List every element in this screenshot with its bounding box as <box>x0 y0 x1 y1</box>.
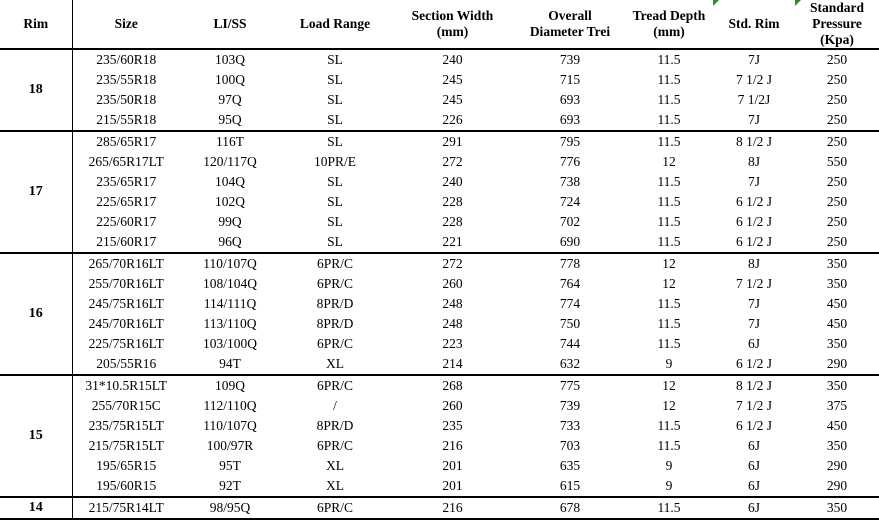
standard-pressure-cell: 450 <box>826 296 848 311</box>
li-ss-cell: 108/104Q <box>203 276 257 291</box>
section-width-cell: 201 <box>442 478 463 493</box>
section-width-cell: 216 <box>390 497 515 519</box>
standard-pressure-cell: 350 <box>795 375 879 396</box>
header-li-ss: LI/SS <box>180 0 280 49</box>
section-width-cell: 291 <box>390 131 515 152</box>
std-rim-cell: 7J <box>747 174 760 189</box>
tread-depth-cell: 11.5 <box>657 296 681 311</box>
section-width-cell: 260 <box>442 398 463 413</box>
header-std-rim: Std. Rim <box>713 0 795 49</box>
table-row <box>0 131 879 152</box>
li-ss-cell: 109Q <box>180 375 280 396</box>
size-cell: 195/60R15 <box>96 478 157 493</box>
section-width-cell: 221 <box>442 234 463 249</box>
li-ss-cell: 100/97R <box>206 438 254 453</box>
size-cell: 205/55R16 <box>96 356 157 371</box>
comment-marker-icon <box>795 0 801 6</box>
standard-pressure-cell: 350 <box>795 253 879 274</box>
size-cell: 235/50R18 <box>96 92 157 107</box>
load-range-cell: SL <box>327 234 343 249</box>
load-range-cell: 8PR/D <box>316 418 354 433</box>
std-rim-cell: 7 1/2J <box>737 92 771 107</box>
table-row <box>0 476 879 497</box>
tread-depth-cell: 11.5 <box>625 131 713 152</box>
li-ss-cell: 104Q <box>215 174 245 189</box>
tread-depth-cell: 11.5 <box>657 234 681 249</box>
load-range-cell: 8PR/D <box>316 296 354 311</box>
tread-depth-cell: 11.5 <box>625 49 713 70</box>
overall-diameter-cell: 724 <box>559 194 581 209</box>
table-row <box>0 416 879 436</box>
overall-diameter-cell: 678 <box>515 497 625 519</box>
tread-depth-cell: 11.5 <box>657 174 681 189</box>
overall-diameter-cell: 795 <box>515 131 625 152</box>
comment-marker-icon <box>713 0 719 6</box>
overall-diameter-cell: 615 <box>559 478 581 493</box>
li-ss-cell: 98/95Q <box>180 497 280 519</box>
overall-diameter-cell: 778 <box>515 253 625 274</box>
header-tread-depth: Tread Depth (mm) <box>625 0 713 49</box>
tread-depth-cell: 11.5 <box>657 92 681 107</box>
tread-depth-cell: 9 <box>665 478 673 493</box>
std-rim-cell: 8J <box>747 154 760 169</box>
load-range-cell: XL <box>326 458 344 473</box>
load-range-cell: 8PR/D <box>316 316 354 331</box>
li-ss-cell: 113/110Q <box>203 316 257 331</box>
standard-pressure-cell: 450 <box>826 418 848 433</box>
load-range-cell: XL <box>326 478 344 493</box>
standard-pressure-cell: 290 <box>826 458 848 473</box>
standard-pressure-cell: 250 <box>826 194 848 209</box>
rim-cell: 18 <box>0 49 72 131</box>
std-rim-cell: 6J <box>713 497 795 519</box>
li-ss-cell: 102Q <box>215 194 245 209</box>
li-ss-cell: 110/107Q <box>203 418 257 433</box>
li-ss-cell: 116T <box>180 131 280 152</box>
section-width-cell: 240 <box>442 174 463 189</box>
standard-pressure-cell: 250 <box>826 92 848 107</box>
tread-depth-cell: 11.5 <box>657 316 681 331</box>
std-rim-cell: 6J <box>747 478 760 493</box>
load-range-cell: / <box>333 398 337 413</box>
overall-diameter-cell: 690 <box>559 234 581 249</box>
section-width-cell: 216 <box>442 438 463 453</box>
size-cell: 225/75R16LT <box>88 336 164 351</box>
table-row <box>0 90 879 110</box>
overall-diameter-cell: 693 <box>559 112 581 127</box>
standard-pressure-cell: 375 <box>826 398 848 413</box>
std-rim-cell: 7J <box>747 112 760 127</box>
li-ss-cell: 92T <box>219 478 241 493</box>
load-range-cell: SL <box>327 72 343 87</box>
section-width-cell: 214 <box>442 356 463 371</box>
load-range-cell: 6PR/C <box>316 438 354 453</box>
header-standard-pressure: Standard Pressure (Kpa) <box>795 0 879 49</box>
size-cell: 225/65R17 <box>96 194 157 209</box>
std-rim-cell: 6 1/2 J <box>735 234 772 249</box>
table-row <box>0 456 879 476</box>
std-rim-cell: 6J <box>747 458 760 473</box>
size-cell: 215/60R17 <box>96 234 157 249</box>
tread-depth-cell: 11.5 <box>657 112 681 127</box>
std-rim-cell: 6 1/2 J <box>735 194 772 209</box>
section-width-cell: 272 <box>442 154 463 169</box>
li-ss-cell: 94T <box>219 356 241 371</box>
table-row <box>0 152 879 172</box>
std-rim-cell: 7J <box>747 296 760 311</box>
standard-pressure-cell: 350 <box>826 276 848 291</box>
load-range-cell: 6PR/C <box>316 336 354 351</box>
overall-diameter-cell: 703 <box>559 438 581 453</box>
size-cell: 255/70R16LT <box>88 276 164 291</box>
standard-pressure-cell: 250 <box>826 174 848 189</box>
table-row <box>0 110 879 131</box>
tread-depth-cell: 11.5 <box>657 194 681 209</box>
std-rim-cell: 8 1/2 J <box>713 131 795 152</box>
table-body <box>0 49 879 519</box>
size-cell: 285/65R17 <box>72 131 180 152</box>
section-width-cell: 228 <box>442 194 463 209</box>
load-range-cell: SL <box>327 174 343 189</box>
overall-diameter-cell: 744 <box>559 336 581 351</box>
std-rim-cell: 7J <box>713 49 795 70</box>
tread-depth-cell: 9 <box>665 458 673 473</box>
table-row <box>0 436 879 456</box>
load-range-cell: 6PR/C <box>316 276 354 291</box>
std-rim-cell: 6J <box>747 336 760 351</box>
standard-pressure-cell: 290 <box>826 356 848 371</box>
size-cell: 245/70R16LT <box>88 316 164 331</box>
size-cell: 235/60R18 <box>72 49 180 70</box>
table-row <box>0 375 879 396</box>
standard-pressure-cell: 250 <box>795 49 879 70</box>
li-ss-cell: 120/117Q <box>203 154 257 169</box>
overall-diameter-cell: 632 <box>559 356 581 371</box>
overall-diameter-cell: 715 <box>559 72 581 87</box>
overall-diameter-cell: 776 <box>559 154 581 169</box>
tread-depth-cell: 12 <box>625 253 713 274</box>
table-header <box>0 0 879 49</box>
li-ss-cell: 95T <box>219 458 241 473</box>
li-ss-cell: 99Q <box>218 214 242 229</box>
load-range-cell: SL <box>327 112 343 127</box>
size-cell: 215/75R14LT <box>72 497 180 519</box>
tread-depth-cell: 11.5 <box>657 418 681 433</box>
std-rim-cell: 7J <box>747 316 760 331</box>
section-width-cell: 248 <box>442 296 463 311</box>
load-range-cell: 6PR/C <box>280 497 390 519</box>
rim-cell: 16 <box>0 253 72 375</box>
size-cell: 235/55R18 <box>96 72 157 87</box>
tread-depth-cell: 12 <box>625 375 713 396</box>
std-rim-cell: 7 1/2 J <box>735 398 772 413</box>
header-size: Size <box>72 0 180 49</box>
size-cell: 235/65R17 <box>96 174 157 189</box>
standard-pressure-cell: 350 <box>826 438 848 453</box>
standard-pressure-cell: 450 <box>826 316 848 331</box>
size-cell: 235/75R15LT <box>88 418 164 433</box>
load-range-cell: SL <box>327 194 343 209</box>
overall-diameter-cell: 738 <box>559 174 581 189</box>
size-cell: 255/70R15C <box>91 398 161 413</box>
table-row <box>0 396 879 416</box>
size-cell: 265/65R17LT <box>88 154 164 169</box>
standard-pressure-cell: 250 <box>826 214 848 229</box>
standard-pressure-cell: 350 <box>826 336 848 351</box>
standard-pressure-cell: 250 <box>826 72 848 87</box>
std-rim-cell: 6 1/2 J <box>735 214 772 229</box>
standard-pressure-cell: 350 <box>795 497 879 519</box>
standard-pressure-cell: 550 <box>826 154 848 169</box>
li-ss-cell: 97Q <box>218 92 242 107</box>
std-rim-cell: 7 1/2 J <box>735 72 772 87</box>
table-row <box>0 212 879 232</box>
size-cell: 31*10.5R15LT <box>72 375 180 396</box>
rim-cell: 17 <box>0 131 72 253</box>
section-width-cell: 248 <box>442 316 463 331</box>
section-width-cell: 260 <box>442 276 463 291</box>
load-range-cell: SL <box>280 131 390 152</box>
tread-depth-cell: 12 <box>662 276 676 291</box>
section-width-cell: 245 <box>442 72 463 87</box>
overall-diameter-cell: 764 <box>559 276 581 291</box>
tread-depth-cell: 11.5 <box>657 72 681 87</box>
size-cell: 225/60R17 <box>96 214 157 229</box>
std-rim-cell: 8 1/2 J <box>713 375 795 396</box>
table-row <box>0 294 879 314</box>
overall-diameter-cell: 702 <box>559 214 581 229</box>
li-ss-cell: 112/110Q <box>203 398 257 413</box>
load-range-cell: SL <box>280 49 390 70</box>
li-ss-cell: 103Q <box>180 49 280 70</box>
section-width-cell: 240 <box>390 49 515 70</box>
tread-depth-cell: 12 <box>662 398 676 413</box>
load-range-cell: 10PR/E <box>313 154 356 169</box>
load-range-cell: SL <box>327 92 343 107</box>
standard-pressure-cell: 250 <box>795 131 879 152</box>
rim-cell: 14 <box>0 497 72 519</box>
std-rim-cell: 6J <box>747 438 760 453</box>
rim-cell: 15 <box>0 375 72 497</box>
standard-pressure-cell: 290 <box>826 478 848 493</box>
li-ss-cell: 100Q <box>215 72 245 87</box>
header-rim: Rim <box>0 0 72 49</box>
tread-depth-cell: 11.5 <box>657 214 681 229</box>
table-row <box>0 354 879 375</box>
table-row <box>0 70 879 90</box>
overall-diameter-cell: 739 <box>515 49 625 70</box>
table-row <box>0 192 879 212</box>
tread-depth-cell: 12 <box>662 154 676 169</box>
overall-diameter-cell: 733 <box>559 418 581 433</box>
overall-diameter-cell: 774 <box>559 296 581 311</box>
section-width-cell: 201 <box>442 458 463 473</box>
load-range-cell: SL <box>327 214 343 229</box>
load-range-cell: 6PR/C <box>280 253 390 274</box>
table-row <box>0 497 879 519</box>
size-cell: 265/70R16LT <box>72 253 180 274</box>
overall-diameter-cell: 635 <box>559 458 581 473</box>
li-ss-cell: 96Q <box>218 234 242 249</box>
overall-diameter-cell: 750 <box>559 316 581 331</box>
section-width-cell: 272 <box>390 253 515 274</box>
li-ss-cell: 103/100Q <box>203 336 257 351</box>
header-overall-diameter: Overall Diameter Trei <box>515 0 625 49</box>
header-section-width: Section Width (mm) <box>390 0 515 49</box>
table-row <box>0 274 879 294</box>
table-row <box>0 232 879 253</box>
std-rim-cell: 6 1/2 J <box>735 418 772 433</box>
table-row <box>0 172 879 192</box>
header-load-range: Load Range <box>280 0 390 49</box>
table-row <box>0 253 879 274</box>
size-cell: 195/65R15 <box>96 458 157 473</box>
section-width-cell: 268 <box>390 375 515 396</box>
tread-depth-cell: 11.5 <box>657 336 681 351</box>
section-width-cell: 245 <box>442 92 463 107</box>
standard-pressure-cell: 250 <box>826 234 848 249</box>
tread-depth-cell: 9 <box>665 356 673 371</box>
size-cell: 245/75R16LT <box>88 296 164 311</box>
table-row <box>0 314 879 334</box>
load-range-cell: 6PR/C <box>280 375 390 396</box>
section-width-cell: 235 <box>442 418 463 433</box>
section-width-cell: 223 <box>442 336 463 351</box>
li-ss-cell: 95Q <box>218 112 242 127</box>
li-ss-cell: 110/107Q <box>180 253 280 274</box>
load-range-cell: XL <box>326 356 344 371</box>
size-cell: 215/75R15LT <box>88 438 164 453</box>
overall-diameter-cell: 775 <box>515 375 625 396</box>
std-rim-cell: 8J <box>713 253 795 274</box>
standard-pressure-cell: 250 <box>826 112 848 127</box>
table-row <box>0 49 879 70</box>
section-width-cell: 228 <box>442 214 463 229</box>
overall-diameter-cell: 693 <box>559 92 581 107</box>
tread-depth-cell: 11.5 <box>657 438 681 453</box>
std-rim-cell: 6 1/2 J <box>735 356 772 371</box>
std-rim-cell: 7 1/2 J <box>735 276 772 291</box>
section-width-cell: 226 <box>442 112 463 127</box>
li-ss-cell: 114/111Q <box>203 296 257 311</box>
overall-diameter-cell: 739 <box>559 398 581 413</box>
size-cell: 215/55R18 <box>96 112 157 127</box>
tread-depth-cell: 11.5 <box>625 497 713 519</box>
table-row <box>0 334 879 354</box>
